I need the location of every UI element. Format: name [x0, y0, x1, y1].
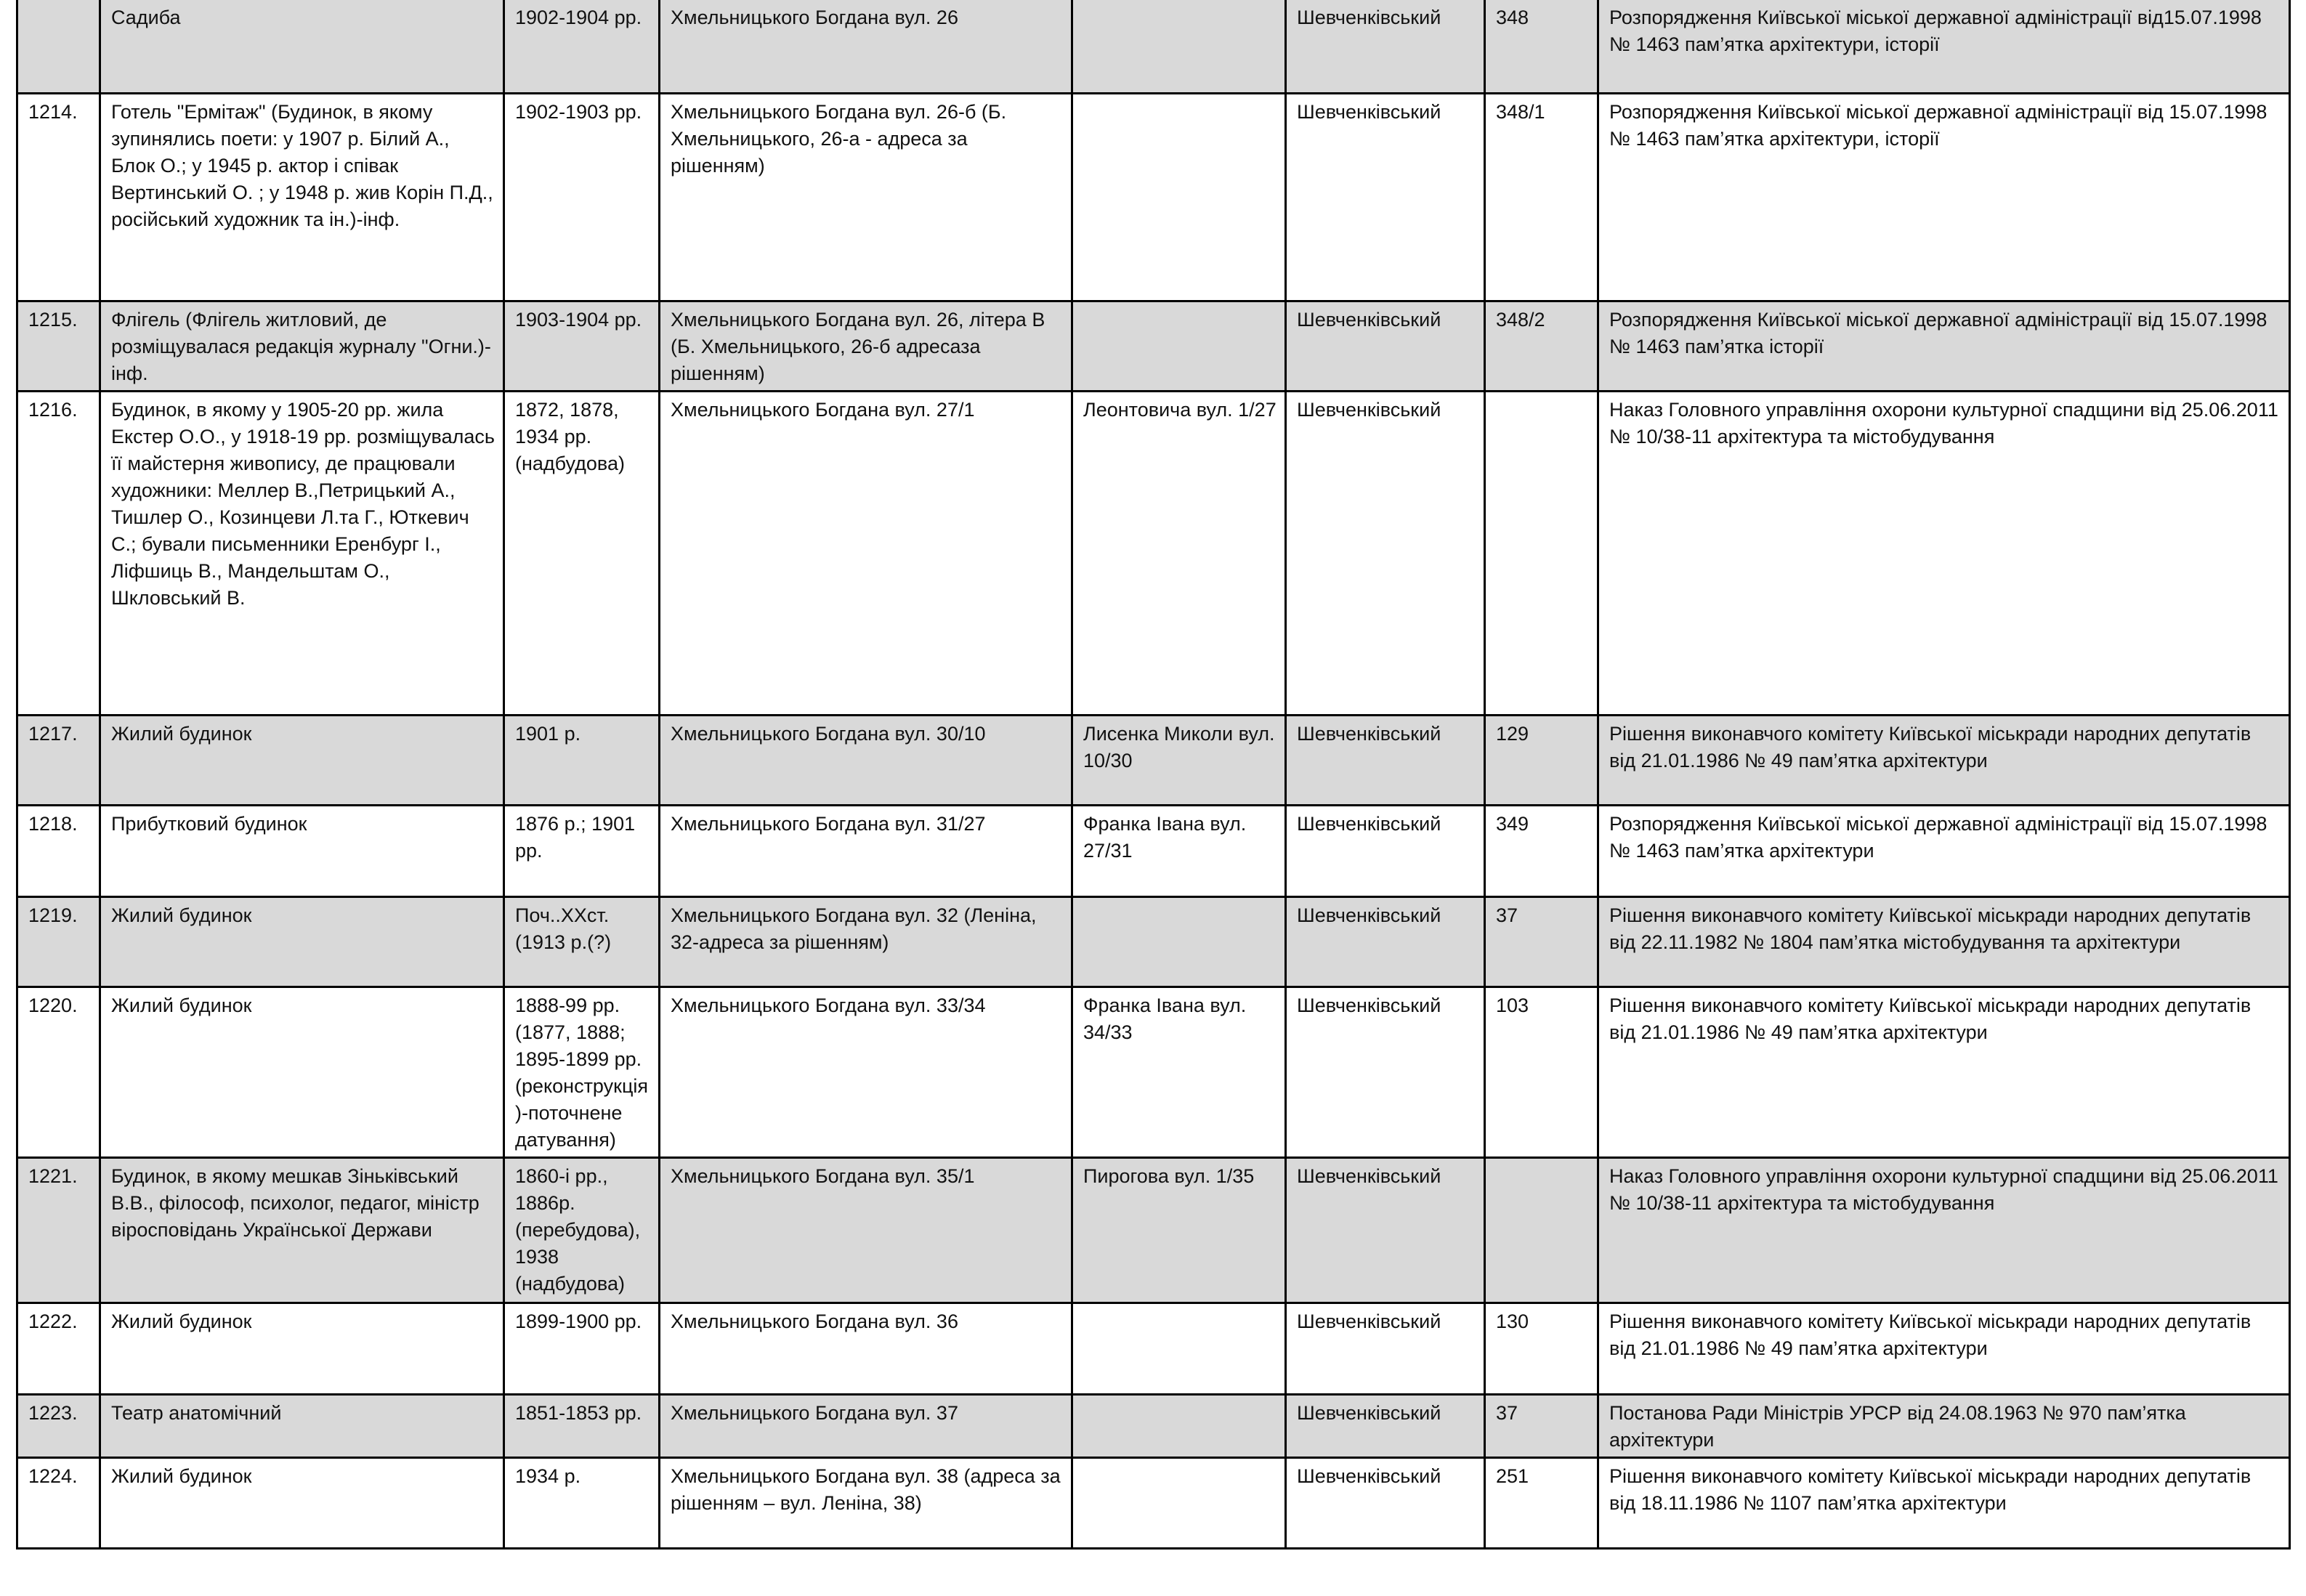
object-name-cell: Жилий будинок: [100, 1303, 504, 1394]
district-cell: Шевченківський: [1286, 1157, 1485, 1303]
alt-address-cell: Леонтовича вул. 1/27: [1072, 391, 1286, 715]
protection-number-cell: 129: [1485, 715, 1598, 805]
address-cell: Хмельницького Богдана вул. 26-б (Б. Хмельницького, 26-а - адреса за рішенням): [660, 93, 1072, 301]
district-cell: Шевченківський: [1286, 391, 1485, 715]
alt-address-cell: Франка Івана вул. 34/33: [1072, 987, 1286, 1157]
alt-address-cell: [1072, 93, 1286, 301]
district-cell: Шевченківський: [1286, 805, 1485, 896]
dating-cell: 1860-і рр., 1886р. (перебудова), 1938 (надбудова): [504, 1157, 660, 1303]
object-name-cell: Жилий будинок: [100, 896, 504, 987]
table-row: [17, 1457, 2290, 1548]
legal-document-cell: Рішення виконавчого комітету Київської міськради народних депутатів від 21.01.1986 № 49 пам’ятка архітектури: [1598, 987, 2290, 1157]
row-number-cell: 1217.: [17, 715, 100, 805]
protection-number-cell: 103: [1485, 987, 1598, 1157]
table-row: [17, 987, 2290, 1157]
row-number-cell: 1218.: [17, 805, 100, 896]
dating-cell: 1934 р.: [504, 1457, 660, 1548]
object-name-cell: Готель "Ермітаж" (Будинок, в якому зупинялись поети: у 1907 р. Білий А., Блок О.; у 1945 р. актор і співак Вертинський О. ; у 1948 р. жив Корін П.Д., російський художник та ін.)-інф.: [100, 93, 504, 301]
district-cell: Шевченківський: [1286, 301, 1485, 391]
protection-number-cell: [1485, 391, 1598, 715]
row-number-cell: 1221.: [17, 1157, 100, 1303]
district-cell: Шевченківський: [1286, 896, 1485, 987]
dating-cell: Поч..ХХст. (1913 р.(?): [504, 896, 660, 987]
table-row: [17, 896, 2290, 987]
object-name-cell: Театр анатомічний: [100, 1394, 504, 1457]
object-name-cell: Садиба: [100, 0, 504, 93]
protection-number-cell: [1485, 1157, 1598, 1303]
table-body: [17, 0, 2290, 1548]
row-number-cell: 1215.: [17, 301, 100, 391]
district-cell: Шевченківський: [1286, 987, 1485, 1157]
row-number-cell: 1216.: [17, 391, 100, 715]
address-cell: Хмельницького Богдана вул. 37: [660, 1394, 1072, 1457]
dating-cell: 1903-1904 рр.: [504, 301, 660, 391]
dating-cell: 1901 р.: [504, 715, 660, 805]
table-row: [17, 391, 2290, 715]
protection-number-cell: 130: [1485, 1303, 1598, 1394]
address-cell: Хмельницького Богдана вул. 30/10: [660, 715, 1072, 805]
dating-cell: 1872, 1878, 1934 рр. (надбудова): [504, 391, 660, 715]
object-name-cell: Флігель (Флігель житловий, де розміщувалася редакція журналу "Огни.)- інф.: [100, 301, 504, 391]
alt-address-cell: [1072, 896, 1286, 987]
address-cell: Хмельницького Богдана вул. 33/34: [660, 987, 1072, 1157]
object-name-cell: Прибутковий будинок: [100, 805, 504, 896]
monuments-register-table: [16, 0, 2291, 1550]
legal-document-cell: Розпорядження Київської міської державної адміністрації від 15.07.1998 № 1463 пам’ятка архітектури: [1598, 805, 2290, 896]
address-cell: Хмельницького Богдана вул. 32 (Леніна, 32-адреса за рішенням): [660, 896, 1072, 987]
protection-number-cell: 349: [1485, 805, 1598, 896]
district-cell: Шевченківський: [1286, 1457, 1485, 1548]
document-page: [16, 0, 2289, 1550]
protection-number-cell: 37: [1485, 1394, 1598, 1457]
protection-number-cell: 348/2: [1485, 301, 1598, 391]
alt-address-cell: [1072, 1303, 1286, 1394]
table-row: [17, 0, 2290, 93]
object-name-cell: Будинок, в якому у 1905-20 рр. жила Екстер О.О., у 1918-19 рр. розміщувалась її майстерня живопису, де працювали художники: Меллер В.,Петрицький А., Тишлер О., Козинцеви Л.та Г., Юткевич С.; бували письменники Еренбург І., Ліфшиць В., Мандельштам О., Шкловський В.: [100, 391, 504, 715]
row-number-cell: 1223.: [17, 1394, 100, 1457]
protection-number-cell: 37: [1485, 896, 1598, 987]
row-number-cell: 1222.: [17, 1303, 100, 1394]
alt-address-cell: Пирогова вул. 1/35: [1072, 1157, 1286, 1303]
legal-document-cell: Наказ Головного управління охорони культурної спадщини від 25.06.2011 № 10/38-11 архітектура та містобудування: [1598, 391, 2290, 715]
address-cell: Хмельницького Богдана вул. 27/1: [660, 391, 1072, 715]
row-number-cell: 1219.: [17, 896, 100, 987]
dating-cell: 1876 р.; 1901 рр.: [504, 805, 660, 896]
legal-document-cell: Розпорядження Київської міської державної адміністрації від15.07.1998 № 1463 пам’ятка архітектури, історії: [1598, 0, 2290, 93]
dating-cell: 1899-1900 рр.: [504, 1303, 660, 1394]
district-cell: Шевченківський: [1286, 1394, 1485, 1457]
alt-address-cell: [1072, 301, 1286, 391]
address-cell: Хмельницького Богдана вул. 31/27: [660, 805, 1072, 896]
address-cell: Хмельницького Богдана вул. 36: [660, 1303, 1072, 1394]
dating-cell: 1888-99 рр. (1877, 1888; 1895-1899 рр. (реконструкція)-поточнене датування): [504, 987, 660, 1157]
table-row: [17, 1303, 2290, 1394]
alt-address-cell: [1072, 1394, 1286, 1457]
alt-address-cell: [1072, 0, 1286, 93]
object-name-cell: Жилий будинок: [100, 1457, 504, 1548]
row-number-cell: 1220.: [17, 987, 100, 1157]
dating-cell: 1851-1853 рр.: [504, 1394, 660, 1457]
legal-document-cell: Постанова Ради Міністрів УРСР від 24.08.1963 № 970 пам’ятка архітектури: [1598, 1394, 2290, 1457]
alt-address-cell: [1072, 1457, 1286, 1548]
row-number-cell: [17, 0, 100, 93]
district-cell: Шевченківський: [1286, 715, 1485, 805]
district-cell: Шевченківський: [1286, 93, 1485, 301]
object-name-cell: Будинок, в якому мешкав Зіньківський В.В., філософ, психолог, педагог, міністр віросповідань Української Держави: [100, 1157, 504, 1303]
protection-number-cell: 348/1: [1485, 93, 1598, 301]
legal-document-cell: Рішення виконавчого комітету Київської міськради народних депутатів від 22.11.1982 № 1804 пам’ятка містобудування та архітектури: [1598, 896, 2290, 987]
table-row: [17, 715, 2290, 805]
row-number-cell: 1214.: [17, 93, 100, 301]
protection-number-cell: 251: [1485, 1457, 1598, 1548]
table-row: [17, 1394, 2290, 1457]
object-name-cell: Жилий будинок: [100, 987, 504, 1157]
row-number-cell: 1224.: [17, 1457, 100, 1548]
district-cell: Шевченківський: [1286, 0, 1485, 93]
table-row: [17, 93, 2290, 301]
address-cell: Хмельницького Богдана вул. 35/1: [660, 1157, 1072, 1303]
address-cell: Хмельницького Богдана вул. 38 (адреса за рішенням – вул. Леніна, 38): [660, 1457, 1072, 1548]
table-row: [17, 1157, 2290, 1303]
table-row: [17, 805, 2290, 896]
legal-document-cell: Розпорядження Київської міської державної адміністрації від 15.07.1998 № 1463 пам’ятка архітектури, історії: [1598, 93, 2290, 301]
legal-document-cell: Наказ Головного управління охорони культурної спадщини від 25.06.2011 № 10/38-11 архітектура та містобудування: [1598, 1157, 2290, 1303]
alt-address-cell: Лисенка Миколи вул. 10/30: [1072, 715, 1286, 805]
protection-number-cell: 348: [1485, 0, 1598, 93]
alt-address-cell: Франка Івана вул. 27/31: [1072, 805, 1286, 896]
address-cell: Хмельницького Богдана вул. 26, літера В (Б. Хмельницького, 26-б адресаза рішенням): [660, 301, 1072, 391]
legal-document-cell: Розпорядження Київської міської державної адміністрації від 15.07.1998 № 1463 пам’ятка історії: [1598, 301, 2290, 391]
legal-document-cell: Рішення виконавчого комітету Київської міськради народних депутатів від 21.01.1986 № 49 пам’ятка архітектури: [1598, 1303, 2290, 1394]
legal-document-cell: Рішення виконавчого комітету Київської міськради народних депутатів від 18.11.1986 № 1107 пам’ятка архітектури: [1598, 1457, 2290, 1548]
district-cell: Шевченківський: [1286, 1303, 1485, 1394]
legal-document-cell: Рішення виконавчого комітету Київської міськради народних депутатів від 21.01.1986 № 49 пам’ятка архітектури: [1598, 715, 2290, 805]
object-name-cell: Жилий будинок: [100, 715, 504, 805]
dating-cell: 1902-1903 рр.: [504, 93, 660, 301]
dating-cell: 1902-1904 рр.: [504, 0, 660, 93]
address-cell: Хмельницького Богдана вул. 26: [660, 0, 1072, 93]
table-row: [17, 301, 2290, 391]
